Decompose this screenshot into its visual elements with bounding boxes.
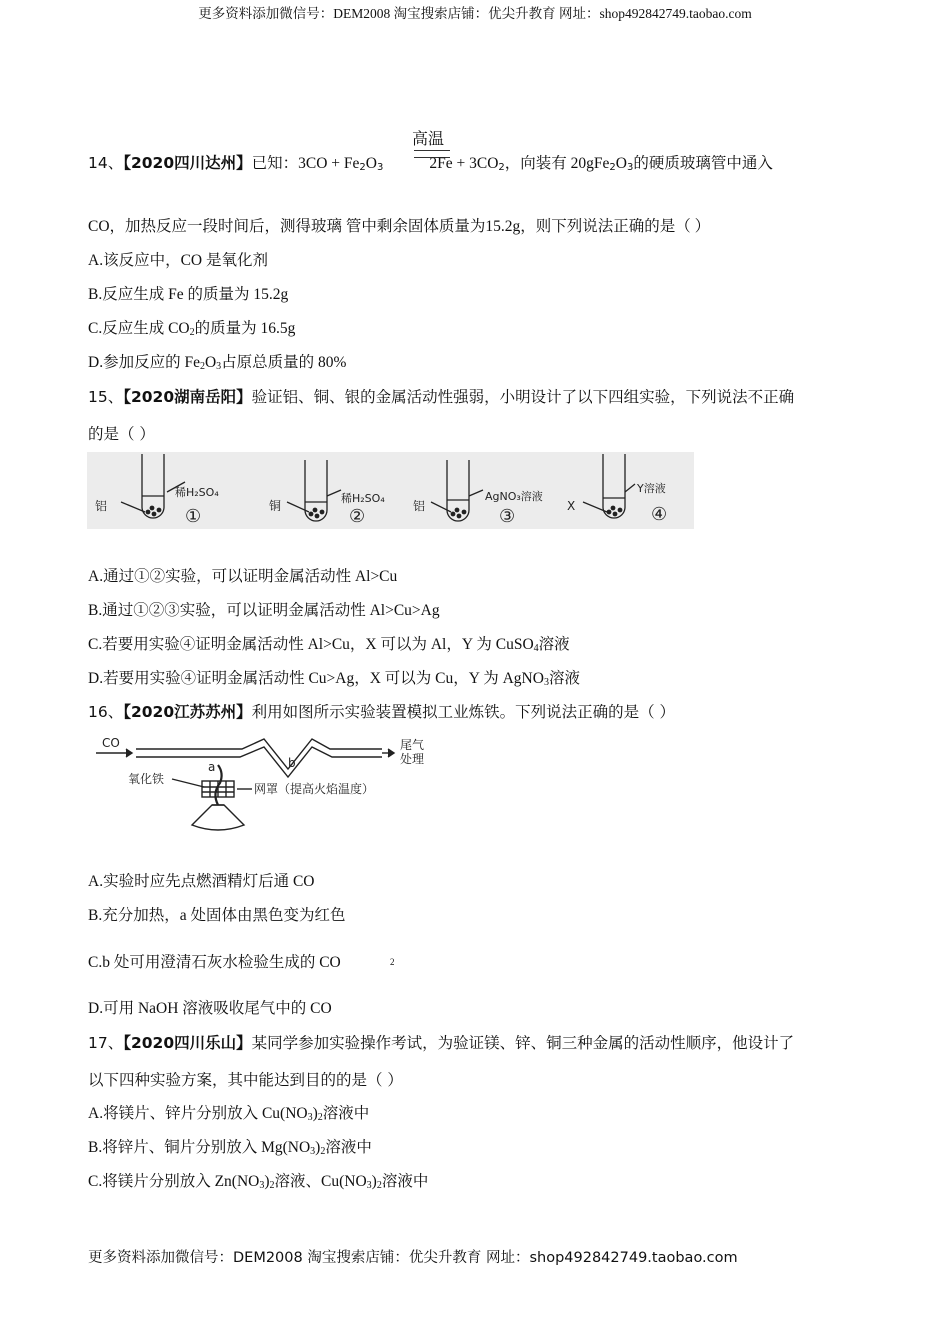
test-tube-experiments-figure <box>87 452 694 529</box>
question-17-stem-line2: 以下四种实验方案，其中能达到目的的是（ ） <box>88 1071 403 1089</box>
stem-text: 某同学参加实验操作考试，为验证镁、锌、铜三种金属的活动性顺序，他设计了 <box>251 1034 795 1052</box>
option-c: C.若要用实验④证明金属活动性 Al>Cu，X 可以为 Al，Y 为 CuSO$_4$溶液 <box>88 636 570 654</box>
question-15-stem-line2: 的是（ ） <box>88 425 155 443</box>
question-17-stem <box>88 1031 794 1053</box>
tube4-solution-label: Y溶液 <box>637 482 666 495</box>
option-a: A.实验时应先点燃酒精灯后通 CO <box>88 873 315 890</box>
wire-mesh-label: 网罩（提高火焰温度） <box>254 782 375 796</box>
question-14-stem: 14、【2020四川达州】已知：$3CO + Fe_2O_3$ $2Fe + 3CO_2$，向装有 $20gFe_2O_3$的硬质玻璃管中通入 <box>88 154 773 173</box>
question-source: 【2020湖南岳阳】 <box>123 388 252 406</box>
page-header: 更多资料添加微信号：DEM2008 淘宝搜索店铺：优尖升教育 网址：shop492842749.taobao.com <box>198 6 752 21</box>
point-b-label: b <box>288 756 296 770</box>
stem-text: O <box>615 155 627 172</box>
stem-text: 已知：3CO + Fe <box>251 155 360 172</box>
question-source: 【2020四川达州】 <box>123 154 252 172</box>
tube1-number: ① <box>185 506 202 527</box>
stem-text: 验证铝、铜、银的金属活动性强弱，小明设计了以下四组实验，下列说法不正确 <box>251 388 795 406</box>
stem-text: O <box>365 155 377 172</box>
tube2-number: ② <box>349 506 366 527</box>
option-d: D.可用 NaOH 溶液吸收尾气中的 CO <box>88 1000 332 1017</box>
question-number: 14、 <box>88 154 124 172</box>
stem-text: ，向装有 20gFe <box>504 155 610 172</box>
tube2-solution-label: 稀H₂SO₄ <box>341 492 385 505</box>
tail-gas-label-1: 尾气 <box>400 738 425 752</box>
option-c: C.将镁片分别放入 $Zn(NO_3)_2$溶液、$Cu(NO_3)_2$溶液中 <box>88 1173 429 1191</box>
option-c-subscript: 2 <box>390 957 395 967</box>
co-inlet-label: CO <box>102 736 120 750</box>
question-number: 16、 <box>88 703 124 721</box>
page-footer: 更多资料添加微信号：DEM2008 淘宝搜索店铺：优尖升教育 网址：shop492842749.taobao.com <box>88 1250 738 1266</box>
option-a: A.将镁片、锌片分别放入 $Cu(NO_3)_2$溶液中 <box>88 1105 370 1123</box>
option-b: B.将锌片、铜片分别放入 $Mg(NO_3)_2$溶液中 <box>88 1139 372 1157</box>
option-b: B.反应生成 Fe 的质量为 15.2g <box>88 286 289 303</box>
option-a: A.该反应中，CO 是氧化剂 <box>88 252 268 269</box>
option-c: C.b 处可用澄清石灰水检验生成的 CO <box>88 954 341 971</box>
question-14-stem-line2: CO，加热反应一段时间后，测得玻璃 管中剩余固体质量为15.2g，则下列说法正确的是（ ） <box>88 218 711 235</box>
question-source: 【2020江苏苏州】 <box>123 703 252 721</box>
stem-text: 的硬质玻璃管中通入 <box>633 155 773 172</box>
question-source: 【2020四川乐山】 <box>123 1034 252 1052</box>
tube3-metal-label: 铝 <box>413 499 426 513</box>
reaction-condition: 高温 <box>412 131 445 148</box>
option-d: D.参加反应的 $Fe_2O_3$占原总质量的 80% <box>88 354 347 372</box>
tube2-metal-label: 铜 <box>269 499 282 513</box>
option-a: A.通过①②实验，可以证明金属活动性 Al>Cu <box>88 568 398 585</box>
tail-gas-label-2: 处理 <box>400 752 425 766</box>
iron-smelting-apparatus-figure <box>92 735 432 840</box>
option-b: B.充分加热，a 处固体由黑色变为红色 <box>88 907 346 924</box>
tube1-metal-label: 铝 <box>95 499 108 513</box>
question-16-stem <box>88 700 675 722</box>
stem-text: 利用如图所示实验装置模拟工业炼铁。下列说法正确的是（ ） <box>251 703 676 721</box>
question-number: 17、 <box>88 1034 124 1052</box>
tube4-number: ④ <box>651 504 668 525</box>
option-b: B.通过①②③实验，可以证明金属活动性 Al>Cu>Ag <box>88 602 440 619</box>
stem-text: 2Fe + 3CO <box>429 155 499 172</box>
tube4-metal-label: X <box>567 499 576 513</box>
option-c: C.反应生成 $CO_2$的质量为 16.5g <box>88 320 296 338</box>
tube1-solution-label: 稀H₂SO₄ <box>175 486 219 499</box>
question-15-stem <box>88 385 794 407</box>
question-number: 15、 <box>88 388 124 406</box>
tube3-solution-label: AgNO₃溶液 <box>485 490 543 503</box>
point-a-label: a <box>208 760 216 774</box>
tube3-number: ③ <box>499 506 516 527</box>
iron-oxide-label: 氧化铁 <box>128 772 165 786</box>
option-d: D.若要用实验④证明金属活动性 Cu>Ag，X 可以为 Cu，Y 为 AgNO$_3$溶液 <box>88 670 580 688</box>
